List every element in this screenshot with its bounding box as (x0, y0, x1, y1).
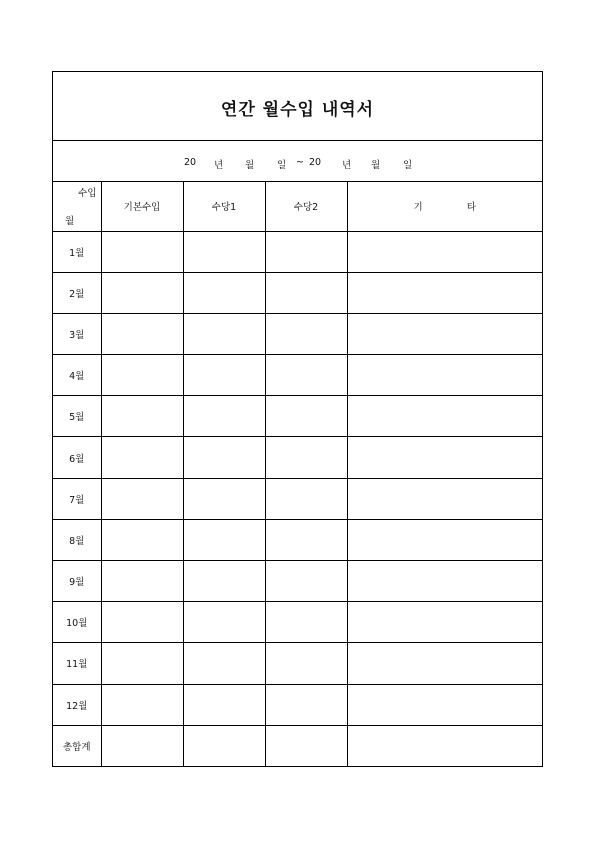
row-label: 7월 (53, 478, 101, 519)
entry-cell[interactable] (101, 355, 183, 396)
etc-left-char: 기 (413, 202, 423, 214)
entry-cell[interactable] (101, 602, 183, 643)
column-header: 수당1 (183, 182, 265, 231)
entry-cell[interactable] (265, 396, 347, 437)
to-year-label: 년 (342, 160, 352, 171)
table-row (53, 231, 542, 272)
entry-cell[interactable] (347, 478, 542, 519)
entry-cell[interactable] (265, 478, 347, 519)
table-row (53, 561, 542, 602)
table-row (53, 437, 542, 478)
entry-cell[interactable] (265, 684, 347, 725)
corner-header-cell (53, 182, 101, 231)
period-tilde: ~ (296, 157, 304, 168)
entry-cell[interactable] (183, 355, 265, 396)
title-row (53, 72, 542, 141)
table-row (53, 313, 542, 354)
to-day-label: 일 (403, 160, 413, 171)
entry-cell[interactable] (347, 561, 542, 602)
entry-cell[interactable] (101, 643, 183, 684)
table-row (53, 684, 542, 725)
row-label: 4월 (53, 355, 101, 396)
row-label: 2월 (53, 272, 101, 313)
row-label: 10월 (53, 602, 101, 643)
page-title: 연간 월수입 내역서 (220, 99, 375, 120)
entry-cell[interactable] (347, 725, 542, 766)
entry-cell[interactable] (265, 725, 347, 766)
row-label: 총합계 (53, 725, 101, 766)
row-label: 5월 (53, 396, 101, 437)
table-row (53, 725, 542, 766)
entry-cell[interactable] (347, 231, 542, 272)
entry-cell[interactable] (265, 437, 347, 478)
entry-cell[interactable] (183, 561, 265, 602)
entry-cell[interactable] (265, 602, 347, 643)
corner-income-label: 수입 (78, 188, 97, 199)
entry-cell[interactable] (183, 519, 265, 560)
entry-cell[interactable] (265, 519, 347, 560)
table-row (53, 519, 542, 560)
column-header: 기본수입 (101, 182, 183, 231)
from-year: 20 (184, 157, 197, 168)
table-row (53, 602, 542, 643)
entry-cell[interactable] (347, 313, 542, 354)
period-row (53, 141, 542, 182)
etc-right-char: 타 (466, 202, 476, 214)
row-label: 12월 (53, 684, 101, 725)
entry-cell[interactable] (183, 643, 265, 684)
entry-cell[interactable] (347, 519, 542, 560)
entry-cell[interactable] (347, 272, 542, 313)
entry-cell[interactable] (265, 313, 347, 354)
entry-cell[interactable] (183, 437, 265, 478)
entry-cell[interactable] (183, 478, 265, 519)
entry-cell[interactable] (265, 355, 347, 396)
from-day-label: 일 (277, 160, 287, 171)
table-row (53, 355, 542, 396)
header-row (53, 182, 542, 231)
table-row (53, 272, 542, 313)
entry-cell[interactable] (101, 396, 183, 437)
from-month-label: 월 (245, 160, 255, 171)
row-label: 11월 (53, 643, 101, 684)
to-month-label: 월 (371, 160, 381, 171)
entry-cell[interactable] (183, 396, 265, 437)
entry-cell[interactable] (101, 478, 183, 519)
table-row (53, 643, 542, 684)
entry-cell[interactable] (265, 561, 347, 602)
entry-cell[interactable] (347, 643, 542, 684)
entry-cell[interactable] (347, 437, 542, 478)
entry-cell[interactable] (265, 272, 347, 313)
entry-cell[interactable] (101, 313, 183, 354)
entry-cell[interactable] (101, 231, 183, 272)
entry-cell[interactable] (183, 272, 265, 313)
from-year-label: 년 (214, 160, 224, 171)
entry-cell[interactable] (101, 272, 183, 313)
corner-month-label: 월 (65, 215, 75, 227)
entry-cell[interactable] (347, 602, 542, 643)
monthly-income-form (52, 71, 543, 767)
column-header: 수당2 (265, 182, 347, 231)
row-label: 3월 (53, 313, 101, 354)
entry-cell[interactable] (101, 684, 183, 725)
table-row (53, 478, 542, 519)
row-label: 8월 (53, 519, 101, 560)
income-table (53, 182, 542, 766)
entry-cell[interactable] (101, 725, 183, 766)
entry-cell[interactable] (101, 437, 183, 478)
entry-cell[interactable] (183, 231, 265, 272)
entry-cell[interactable] (347, 355, 542, 396)
entry-cell[interactable] (183, 725, 265, 766)
row-label: 9월 (53, 561, 101, 602)
entry-cell[interactable] (347, 396, 542, 437)
entry-cell[interactable] (183, 602, 265, 643)
table-row (53, 396, 542, 437)
to-year: 20 (309, 157, 322, 168)
entry-cell[interactable] (101, 519, 183, 560)
entry-cell[interactable] (265, 231, 347, 272)
row-label: 1월 (53, 231, 101, 272)
row-label: 6월 (53, 437, 101, 478)
entry-cell[interactable] (183, 684, 265, 725)
entry-cell[interactable] (183, 313, 265, 354)
entry-cell[interactable] (265, 643, 347, 684)
entry-cell[interactable] (347, 684, 542, 725)
column-header-etc (347, 182, 542, 231)
entry-cell[interactable] (101, 561, 183, 602)
